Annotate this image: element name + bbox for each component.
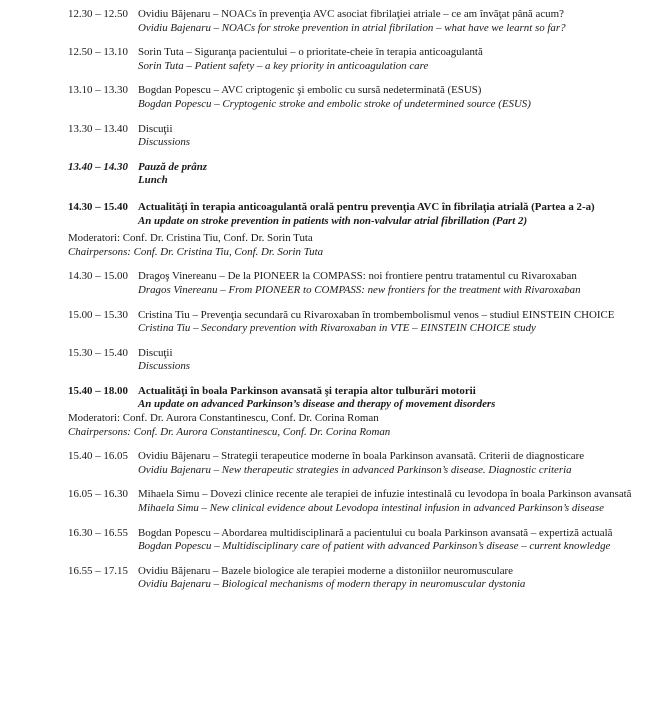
session-time: 13.10 – 13.30 (68, 84, 128, 97)
section-title-en: An update on advanced Parkinson’s disease and therapy of movement disorders (138, 398, 496, 411)
session-title-ro: Ovidiu Băjenaru – Strategii terapeutice moderne în boala Parkinson avansată. Criterii de diagnosticare (138, 450, 585, 463)
session-title-en: Mihaela Simu – New clinical evidence about Levodopa intestinal infusion in advanced Parkinson’s disease (138, 502, 604, 515)
session-row (68, 309, 650, 336)
session-title-ro: Ovidiu Băjenaru – NOACs în prevenţia AVC asociat fibrilaţiei atriale – ce am învăţat până acum? (138, 8, 564, 20)
session-title-en: Dragos Vinereanu – From PIONEER to COMPASS: new frontiers for the treatment with Rivaroxaban (138, 283, 581, 296)
session-title-ro: Bogdan Popescu – Abordarea multidisciplinară a pacientului cu boala Parkinson avansată – expertiză actuală (138, 526, 613, 539)
moderators-ro: Moderatori: Conf. Dr. Cristina Tiu, Conf. Dr. Sorin Tuta (68, 232, 313, 245)
session-time: 12.50 – 13.10 (68, 46, 128, 59)
session-title-ro: Sorin Tuta – Siguranţa pacientului – o prioritate-cheie în terapia anticoagulantă (138, 46, 483, 59)
session-row (68, 123, 650, 150)
session-title-ro: Discuţii (138, 122, 173, 135)
session-row (68, 527, 650, 554)
session-title-ro: Discuţii (138, 346, 173, 359)
section-time: 15.40 – 18.00 (68, 384, 128, 397)
session-row (68, 488, 650, 515)
session-title-en: Bogdan Popescu – Cryptogenic stroke and embolic stroke of undetermined source (ESUS) (138, 97, 531, 110)
session-title-ro: Mihaela Simu – Dovezi clinice recente ale terapiei de infuzie intestinală cu levodopa în boala Parkinson avansată (138, 488, 632, 501)
session-title-en: Bogdan Popescu – Multidisciplinary care of patient with advanced Parkinson’s disease – current knowledge (138, 540, 611, 553)
session-row (68, 46, 650, 73)
session-title-en: Cristina Tiu – Secondary prevention with Rivaroxaban in VTE – EINSTEIN CHOICE study (138, 322, 536, 335)
moderators-en: Chairpersons: Conf. Dr. Aurora Constantinescu, Conf. Dr. Corina Roman (68, 425, 391, 438)
session-time: 15.00 – 15.30 (68, 308, 128, 321)
session-time: 14.30 – 15.00 (68, 270, 128, 283)
break-time: 13.40 – 14.30 (68, 160, 128, 173)
session-title-en: Ovidiu Bajenaru – Biological mechanisms of modern therapy in neuromuscular dystonia (138, 578, 526, 591)
moderators-ro: Moderatori: Conf. Dr. Aurora Constantinescu, Conf. Dr. Corina Roman (68, 412, 379, 425)
session-time: 16.30 – 16.55 (68, 526, 128, 539)
section-title-en: An update on stroke prevention in patients with non-valvular atrial fibrillation (Part 2) (138, 214, 528, 227)
break-row (68, 161, 650, 188)
session-row (68, 347, 650, 374)
session-row (68, 565, 650, 592)
session-row (68, 8, 650, 35)
session-title-ro: Dragoş Vinereanu – De la PIONEER la COMPASS: noi frontiere pentru tratamentul cu Rivaroxaban (138, 270, 577, 283)
session-title-ro: Bogdan Popescu – AVC criptogenic şi embolic cu sursă nedeterminată (ESUS) (138, 84, 482, 97)
break-title-ro: Pauză de prânz (138, 160, 207, 173)
session-title-en: Discussions (138, 360, 191, 373)
section-heading-row (68, 385, 650, 412)
break-title-en: Lunch (138, 174, 168, 187)
section-heading-row (68, 201, 650, 228)
session-time: 16.55 – 17.15 (68, 564, 128, 577)
session-time: 13.30 – 13.40 (68, 122, 128, 135)
session-title-ro: Cristina Tiu – Prevenţia secundară cu Rivaroxaban în trombembolismul venos – studiul EINSTEIN CHOICE (138, 308, 615, 321)
moderators-en: Chairpersons: Conf. Dr. Cristina Tiu, Conf. Dr. Sorin Tuta (68, 245, 324, 258)
session-title-en: Discussions (138, 136, 191, 149)
session-title-en: Sorin Tuta – Patient safety – a key priority in anticoagulation care (138, 59, 429, 72)
session-row (68, 450, 650, 477)
session-row (68, 84, 650, 111)
session-title-en: Ovidiu Bajenaru – New therapeutic strategies in advanced Parkinson’s disease. Diagnostic criteria (138, 463, 572, 476)
session-time: 15.40 – 16.05 (68, 450, 128, 463)
moderators-block (68, 232, 638, 259)
session-title-ro: Ovidiu Băjenaru – Bazele biologice ale terapiei moderne a distoniilor neuromusculare (138, 564, 513, 577)
session-time: 12.30 – 12.50 (68, 8, 128, 20)
section-title-ro: Actualităţi în boala Parkinson avansată şi terapia altor tulburări motorii (138, 384, 476, 397)
section-time: 14.30 – 15.40 (68, 200, 128, 213)
session-title-en: Ovidiu Bajenaru – NOACs for stroke prevention in atrial fibrilation – what have we learnt so far? (138, 21, 566, 34)
section-title-ro: Actualităţi în terapia anticoagulantă orală pentru prevenţia AVC în fibrilaţia atrială (Partea a 2-a) (138, 200, 595, 213)
session-time: 16.05 – 16.30 (68, 488, 128, 501)
session-time: 15.30 – 15.40 (68, 346, 128, 359)
session-row (68, 270, 650, 297)
moderators-block (68, 412, 638, 439)
